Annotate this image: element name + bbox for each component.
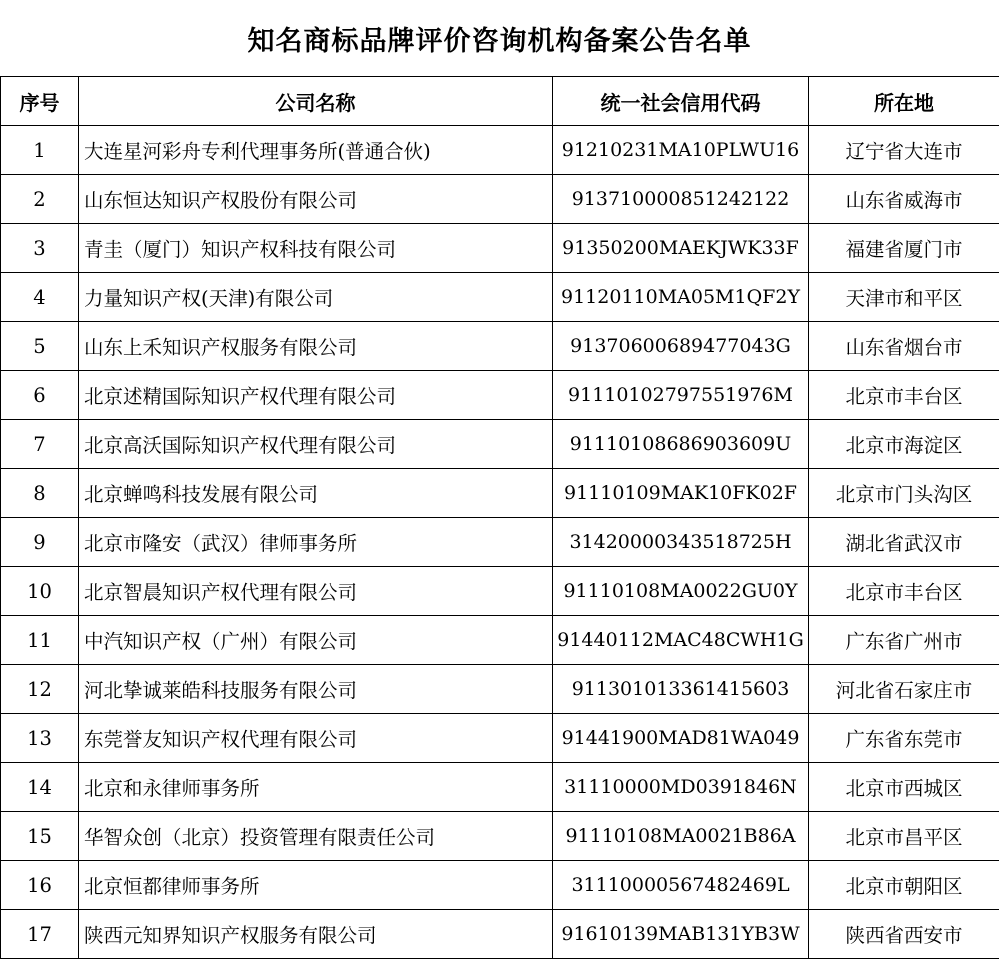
- serial-number-cell: 3: [1, 224, 79, 273]
- registry-table: [0, 76, 999, 959]
- company-name-cell: 山东恒达知识产权股份有限公司: [79, 175, 553, 224]
- company-name-cell: 青圭（厦门）知识产权科技有限公司: [79, 224, 553, 273]
- serial-number-cell: 6: [1, 371, 79, 420]
- company-name-cell: 北京智晨知识产权代理有限公司: [79, 567, 553, 616]
- serial-number-cell: 5: [1, 322, 79, 371]
- credit-code-cell: 91110108686903609U: [553, 420, 809, 469]
- location-cell: 山东省烟台市: [809, 322, 999, 371]
- company-name-cell: 大连星河彩舟专利代理事务所(普通合伙): [79, 126, 553, 175]
- table-row: [1, 273, 999, 322]
- table-header-row: [1, 77, 999, 126]
- table-row: [1, 371, 999, 420]
- table-row: [1, 518, 999, 567]
- serial-number-cell: 2: [1, 175, 79, 224]
- location-cell: 北京市丰台区: [809, 371, 999, 420]
- credit-code-cell: 91110108MA0022GU0Y: [553, 567, 809, 616]
- header-company-name: 公司名称: [79, 77, 553, 126]
- serial-number-cell: 8: [1, 469, 79, 518]
- serial-number-cell: 13: [1, 714, 79, 763]
- location-cell: 广东省东莞市: [809, 714, 999, 763]
- serial-number-cell: 9: [1, 518, 79, 567]
- company-name-cell: 北京述精国际知识产权代理有限公司: [79, 371, 553, 420]
- credit-code-cell: 31420000343518725H: [553, 518, 809, 567]
- table-row: [1, 126, 999, 175]
- header-serial-number: 序号: [1, 77, 79, 126]
- table-row: [1, 322, 999, 371]
- table-row: [1, 665, 999, 714]
- credit-code-cell: 911301013361415603: [553, 665, 809, 714]
- credit-code-cell: 91110102797551976M: [553, 371, 809, 420]
- header-credit-code: 统一社会信用代码: [553, 77, 809, 126]
- location-cell: 湖北省武汉市: [809, 518, 999, 567]
- location-cell: 天津市和平区: [809, 273, 999, 322]
- location-cell: 福建省厦门市: [809, 224, 999, 273]
- company-name-cell: 山东上禾知识产权服务有限公司: [79, 322, 553, 371]
- credit-code-cell: 913710000851242122: [553, 175, 809, 224]
- serial-number-cell: 14: [1, 763, 79, 812]
- company-name-cell: 力量知识产权(天津)有限公司: [79, 273, 553, 322]
- serial-number-cell: 17: [1, 910, 79, 959]
- company-name-cell: 北京蝉鸣科技发展有限公司: [79, 469, 553, 518]
- company-name-cell: 陕西元知界知识产权服务有限公司: [79, 910, 553, 959]
- table-row: [1, 763, 999, 812]
- table-row: [1, 420, 999, 469]
- company-name-cell: 北京和永律师事务所: [79, 763, 553, 812]
- location-cell: 北京市门头沟区: [809, 469, 999, 518]
- credit-code-cell: 91370600689477043G: [553, 322, 809, 371]
- serial-number-cell: 12: [1, 665, 79, 714]
- credit-code-cell: 91440112MAC48CWH1G: [553, 616, 809, 665]
- location-cell: 北京市海淀区: [809, 420, 999, 469]
- table-row: [1, 469, 999, 518]
- company-name-cell: 中汽知识产权（广州）有限公司: [79, 616, 553, 665]
- location-cell: 北京市丰台区: [809, 567, 999, 616]
- header-location: 所在地: [809, 77, 999, 126]
- serial-number-cell: 15: [1, 812, 79, 861]
- serial-number-cell: 4: [1, 273, 79, 322]
- credit-code-cell: 91441900MAD81WA049: [553, 714, 809, 763]
- location-cell: 山东省威海市: [809, 175, 999, 224]
- table-row: [1, 714, 999, 763]
- serial-number-cell: 11: [1, 616, 79, 665]
- table-body: [1, 126, 999, 959]
- location-cell: 陕西省西安市: [809, 910, 999, 959]
- serial-number-cell: 1: [1, 126, 79, 175]
- credit-code-cell: 91610139MAB131YB3W: [553, 910, 809, 959]
- location-cell: 广东省广州市: [809, 616, 999, 665]
- credit-code-cell: 91110109MAK10FK02F: [553, 469, 809, 518]
- serial-number-cell: 7: [1, 420, 79, 469]
- location-cell: 河北省石家庄市: [809, 665, 999, 714]
- credit-code-cell: 91210231MA10PLWU16: [553, 126, 809, 175]
- location-cell: 辽宁省大连市: [809, 126, 999, 175]
- credit-code-cell: 31110000567482469L: [553, 861, 809, 910]
- company-name-cell: 河北挚诚莱皓科技服务有限公司: [79, 665, 553, 714]
- serial-number-cell: 10: [1, 567, 79, 616]
- credit-code-cell: 91120110MA05M1QF2Y: [553, 273, 809, 322]
- location-cell: 北京市昌平区: [809, 812, 999, 861]
- table-row: [1, 616, 999, 665]
- company-name-cell: 华智众创（北京）投资管理有限责任公司: [79, 812, 553, 861]
- credit-code-cell: 91350200MAEKJWK33F: [553, 224, 809, 273]
- credit-code-cell: 31110000MD0391846N: [553, 763, 809, 812]
- document-title: 知名商标品牌评价咨询机构备案公告名单: [0, 0, 999, 77]
- table-row: [1, 224, 999, 273]
- table-row: [1, 812, 999, 861]
- location-cell: 北京市朝阳区: [809, 861, 999, 910]
- serial-number-cell: 16: [1, 861, 79, 910]
- table-row: [1, 567, 999, 616]
- table-row: [1, 175, 999, 224]
- company-name-cell: 北京高沃国际知识产权代理有限公司: [79, 420, 553, 469]
- table-row: [1, 910, 999, 959]
- company-name-cell: 北京市隆安（武汉）律师事务所: [79, 518, 553, 567]
- table-row: [1, 861, 999, 910]
- company-name-cell: 北京恒都律师事务所: [79, 861, 553, 910]
- location-cell: 北京市西城区: [809, 763, 999, 812]
- credit-code-cell: 91110108MA0021B86A: [553, 812, 809, 861]
- company-name-cell: 东莞誉友知识产权代理有限公司: [79, 714, 553, 763]
